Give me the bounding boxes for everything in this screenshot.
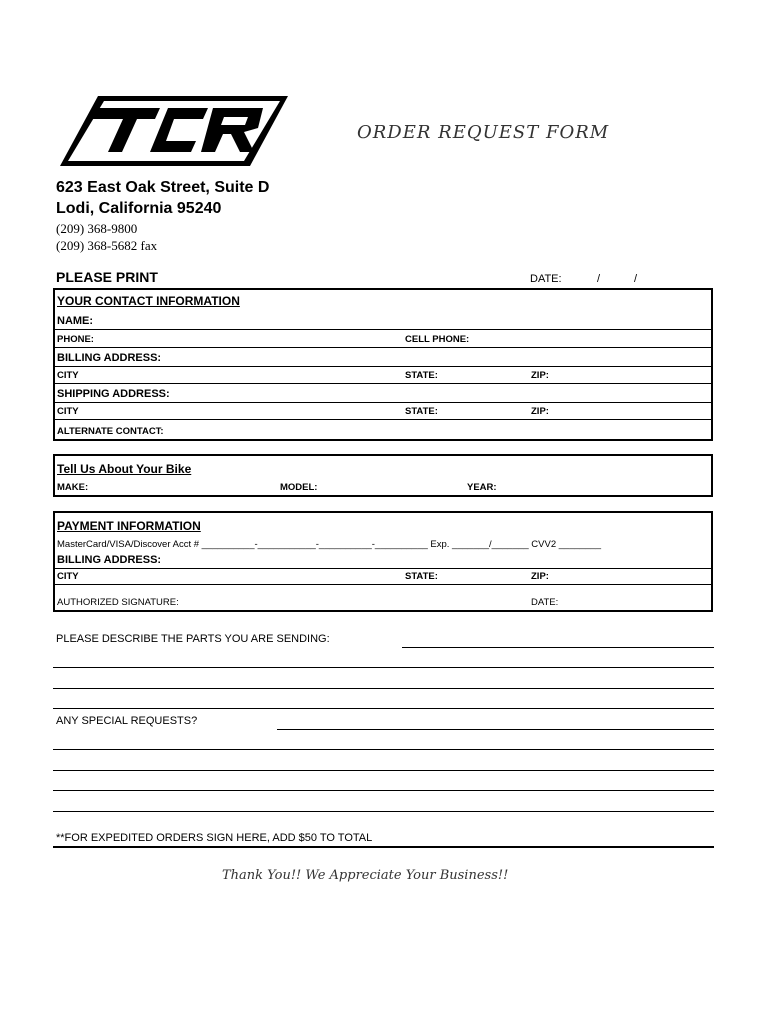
zip-label: ZIP: xyxy=(531,571,549,582)
billing-address-label: BILLING ADDRESS: xyxy=(57,352,162,364)
contact-heading-row xyxy=(55,290,711,310)
payment-section xyxy=(53,511,713,612)
zip-label: ZIP: xyxy=(531,370,549,381)
zip-label: ZIP: xyxy=(531,406,549,417)
bike-heading-row xyxy=(55,456,711,478)
date-separator: / xyxy=(634,273,638,285)
describe-parts-line[interactable] xyxy=(402,647,714,648)
describe-parts-label: PLEASE DESCRIBE THE PARTS YOU ARE SENDING: xyxy=(56,633,330,645)
name-field[interactable] xyxy=(55,310,711,330)
special-requests-label: ANY SPECIAL REQUESTS? xyxy=(56,715,198,727)
expedited-label: **FOR EXPEDITED ORDERS SIGN HERE, ADD $50 TO TOTAL xyxy=(56,832,373,844)
payment-heading: PAYMENT INFORMATION xyxy=(57,519,201,533)
special-requests-line[interactable] xyxy=(53,770,714,771)
signature-label: AUTHORIZED SIGNATURE: xyxy=(57,597,179,608)
address-fax: (209) 368-5682 fax xyxy=(56,238,158,253)
bike-details-row[interactable] xyxy=(55,478,711,495)
date-separator: / xyxy=(597,273,601,285)
alternate-contact-label: ALTERNATE CONTACT: xyxy=(57,426,164,437)
city-label: CITY xyxy=(57,406,79,417)
address-city: Lodi, California 95240 xyxy=(56,200,222,217)
bike-heading: Tell Us About Your Bike xyxy=(57,462,192,476)
shipping-address-label: SHIPPING ADDRESS: xyxy=(57,388,170,400)
bike-section xyxy=(53,454,713,497)
alternate-contact-field[interactable] xyxy=(55,420,711,439)
expedited-signature-line[interactable] xyxy=(53,846,714,848)
shipping-address-field[interactable] xyxy=(55,384,711,403)
address-phone: (209) 368-9800 xyxy=(56,221,138,236)
please-print-label: PLEASE PRINT xyxy=(56,269,158,285)
form-title: ORDER REQUEST FORM xyxy=(357,122,610,143)
state-label: STATE: xyxy=(405,370,438,381)
model-label: MODEL: xyxy=(280,482,318,493)
state-label: STATE: xyxy=(405,406,438,417)
phone-row[interactable] xyxy=(55,330,711,348)
special-requests-line[interactable] xyxy=(53,811,714,812)
city-label: CITY xyxy=(57,571,79,582)
describe-parts-line[interactable] xyxy=(53,708,714,709)
city-label: CITY xyxy=(57,370,79,381)
payment-date-label: DATE: xyxy=(531,597,559,608)
signature-row[interactable] xyxy=(55,585,711,610)
thank-you-message: Thank You!! We Appreciate Your Business!! xyxy=(222,868,509,883)
special-requests-line[interactable] xyxy=(53,790,714,791)
billing-address-field[interactable] xyxy=(55,348,711,367)
special-requests-line[interactable] xyxy=(53,749,714,750)
contact-heading: YOUR CONTACT INFORMATION xyxy=(57,294,240,308)
name-label: NAME: xyxy=(57,315,94,327)
make-label: MAKE: xyxy=(57,482,89,493)
payment-billing-address-field[interactable] xyxy=(55,552,711,569)
payment-heading-row xyxy=(55,513,711,535)
payment-city-row[interactable] xyxy=(55,569,711,585)
shipping-city-row[interactable] xyxy=(55,403,711,420)
phone-label: PHONE: xyxy=(57,334,94,345)
card-account-row[interactable] xyxy=(55,535,711,552)
billing-city-row[interactable] xyxy=(55,367,711,384)
describe-parts-line[interactable] xyxy=(53,688,714,689)
year-label: YEAR: xyxy=(467,482,497,493)
cell-phone-label: CELL PHONE: xyxy=(405,334,470,345)
tcr-logo xyxy=(58,94,290,168)
address-street: 623 East Oak Street, Suite D xyxy=(56,179,270,196)
special-requests-line[interactable] xyxy=(277,729,714,730)
card-account-label: MasterCard/VISA/Discover Acct # __________-___________-__________-__________ Exp. _______/_______ CVV2 ________ xyxy=(57,539,602,550)
billing-address-label: BILLING ADDRESS: xyxy=(57,554,162,566)
state-label: STATE: xyxy=(405,571,438,582)
describe-parts-line[interactable] xyxy=(53,667,714,668)
contact-info-section xyxy=(53,288,713,441)
date-label: DATE: xyxy=(530,273,562,285)
